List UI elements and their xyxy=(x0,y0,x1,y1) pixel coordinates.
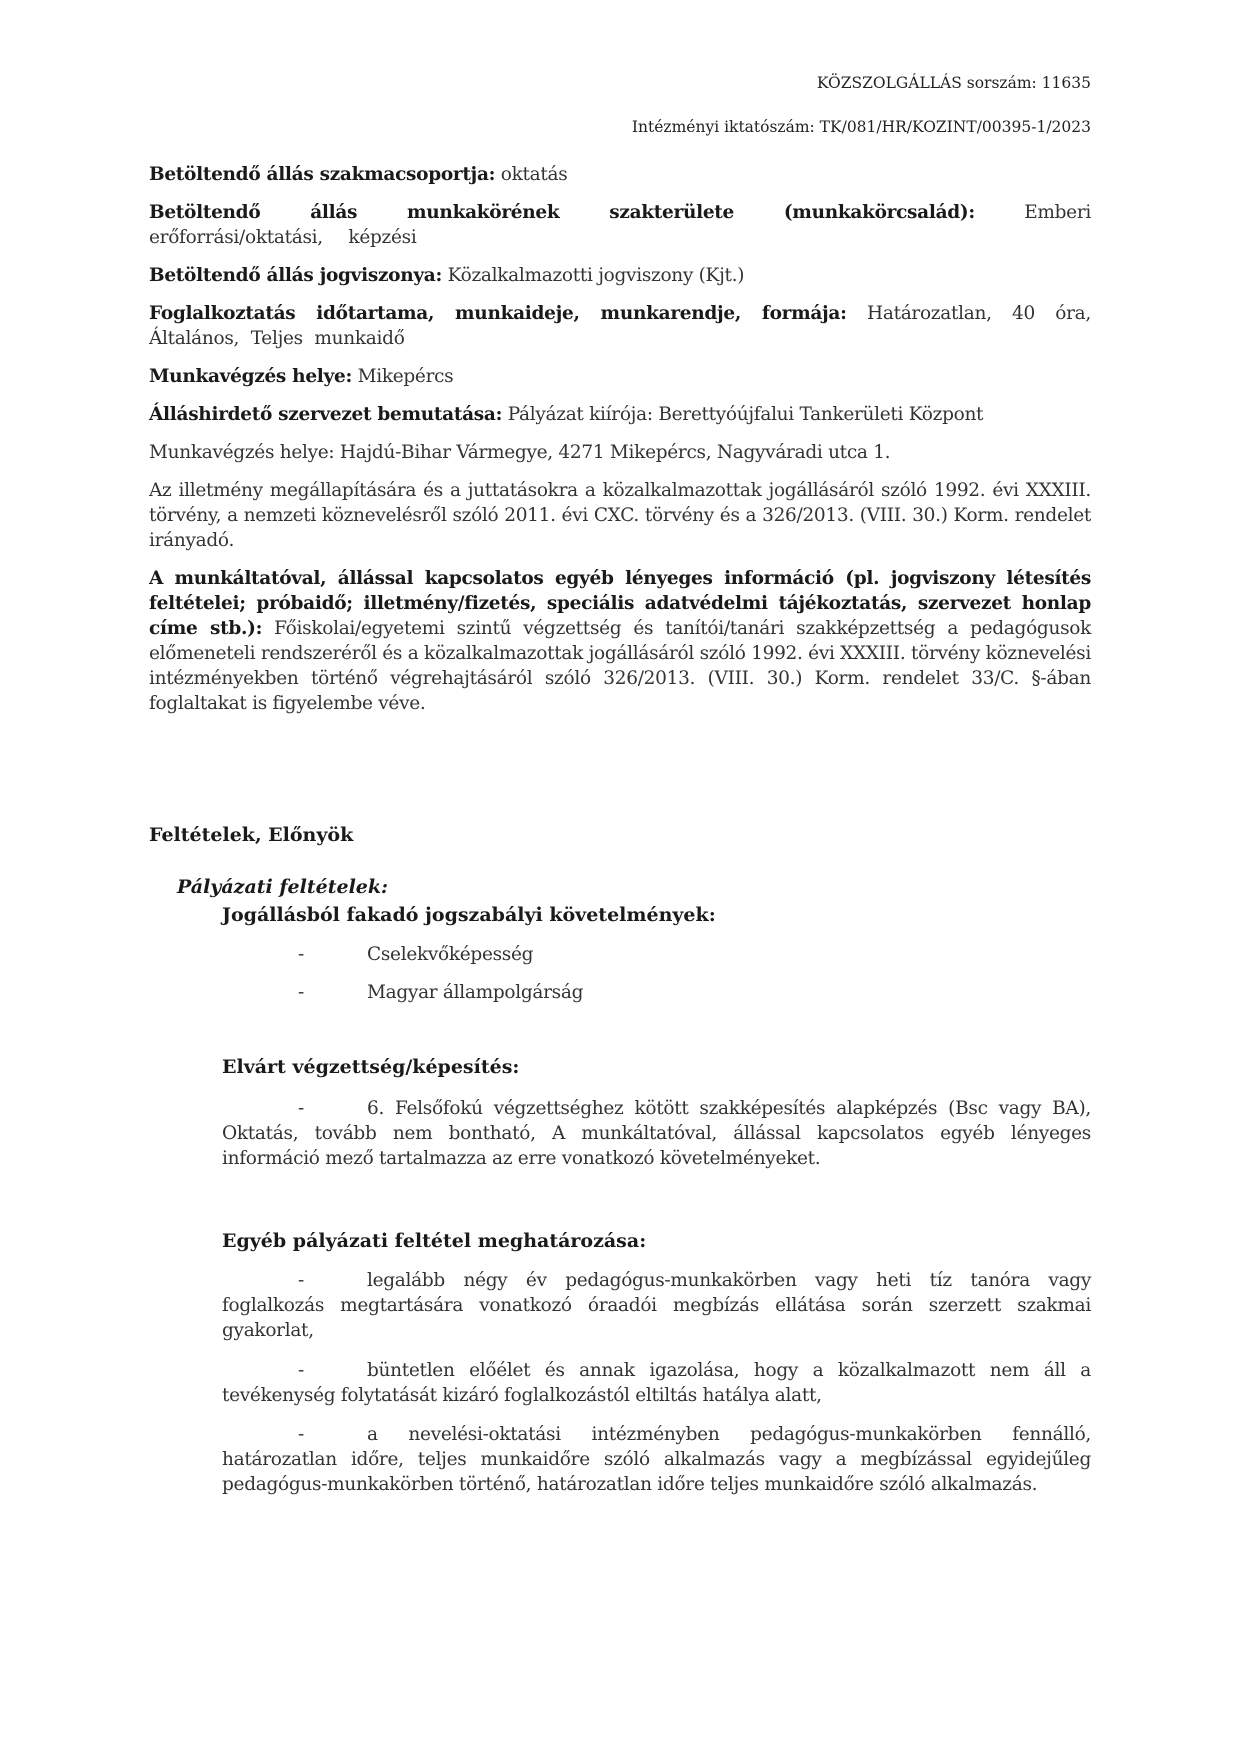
field-legal-relationship xyxy=(149,263,1091,288)
list-item-text: legalább négy év pedagógus-munkakörben vagy heti tíz tanóra vagy foglalkozás megtartására vonatkozó óraadói megbízás ellátása során szerzett szakmai gyakorlat, xyxy=(222,1270,1091,1341)
job-details xyxy=(149,162,1091,729)
other-info xyxy=(149,566,1091,716)
list-item-text: a nevelési-oktatási intézményben pedagógus-munkakörben fennálló, határozatlan időre, teljes munkaidőre szóló alkalmazás vagy a megbízással egyidejűleg pedagógus-munkakörben történő, határozatlan időre teljes munkaidőre szóló alkalmazás. xyxy=(222,1424,1091,1495)
field-value: Határozatlan, 40 óra, Általános, Teljes munkaidő xyxy=(149,303,1091,349)
bullet-dash: - xyxy=(298,1270,304,1291)
field-label: Betöltendő állás munkakörének szakterülete (munkakörcsalád): xyxy=(149,202,975,223)
other-info-value: Főiskolai/egyetemi szintű végzettség és tanítói/tanári szakképzettség a pedagógusok előmeneteli rendszeréről és a közalkalmazottak jogállásáról szóló 1992. évi XXXIII. törvény köznevelési intézményekben történő végrehajtásáról szóló 326/2013. (VIII. 30.) Korm. rendelet 33/C. §-ában foglaltakat is figyelembe véve. xyxy=(149,618,1092,714)
field-organization xyxy=(149,402,1091,427)
list-item-text: Cselekvőképesség xyxy=(367,944,534,965)
field-employment-terms xyxy=(149,301,1091,351)
list-item xyxy=(222,1358,1091,1408)
field-value: oktatás xyxy=(495,164,568,185)
list-item xyxy=(222,942,1091,967)
list-item-text: 6. Felsőfokú végzettséghez kötött szakképesítés alapképzés (Bsc vagy BA), Oktatás, tovább nem bontható, A munkáltatóval, állással kapcsolatos egyéb lényeges információ mező tartalmazza az erre vonatkozó követelményeket. xyxy=(222,1098,1091,1169)
conditions-title: Pályázati feltételek: xyxy=(177,876,389,898)
field-label: Munkavégzés helye: xyxy=(149,366,352,387)
field-value: Közalkalmazotti jogviszony (Kjt.) xyxy=(442,265,745,286)
field-label: Foglalkoztatás időtartama, munkaideje, munkarendje, formája: xyxy=(149,303,847,324)
other-conditions-title: Egyéb pályázati feltétel meghatározása: xyxy=(222,1230,647,1252)
field-value: Pályázat kiírója: Berettyóújfalui Tankerületi Központ xyxy=(502,404,984,425)
workplace-address: Munkavégzés helye: Hajdú-Bihar Vármegye, 4271 Mikepércs, Nagyváradi utca 1. xyxy=(149,442,891,463)
bullet-dash: - xyxy=(298,1424,304,1445)
list-item xyxy=(222,1422,1091,1497)
list-item xyxy=(222,1268,1091,1343)
list-item xyxy=(222,1096,1091,1171)
field-workplace xyxy=(149,364,1091,389)
bullet-dash: - xyxy=(298,1098,304,1119)
section-title: Feltételek, Előnyök xyxy=(149,824,354,846)
education-title: Elvárt végzettség/képesítés: xyxy=(222,1056,520,1078)
header-serial-number: KÖZSZOLGÁLLÁS sorszám: 11635 xyxy=(816,74,1091,92)
field-label: Betöltendő állás jogviszonya: xyxy=(149,265,443,286)
field-label: Betöltendő állás szakmacsoportja: xyxy=(149,164,496,185)
field-value: Mikepércs xyxy=(351,366,454,387)
list-item-text: Magyar állampolgárság xyxy=(367,982,584,1003)
header-registration-number: Intézményi iktatószám: TK/081/HR/KOZINT/00395-1/2023 xyxy=(631,118,1091,136)
list-item-text: büntetlen előélet és annak igazolása, hogy a közalkalmazott nem áll a tevékenység folytatását kizáró foglalkozástól eltiltás hatálya alatt, xyxy=(222,1360,1091,1406)
bullet-dash: - xyxy=(298,1360,304,1381)
other-info-label: A munkáltatóval, állással kapcsolatos egyéb lényeges információ (pl. jogviszony létesítés feltételei; próbaidő; illetmény/fizetés, speciális adatvédelmi tájékoztatás, szervezet honlap címe stb.): xyxy=(149,568,1091,639)
list-item xyxy=(222,980,1091,1005)
field-specialty xyxy=(149,200,1091,250)
bullet-dash: - xyxy=(298,944,304,965)
field-professional-group xyxy=(149,162,1091,187)
legal-requirements-title: Jogállásból fakadó jogszabályi követelmények: xyxy=(222,904,716,926)
salary-note: Az illetmény megállapítására és a juttatásokra a közalkalmazottak jogállásáról szóló 1992. évi XXXIII. törvény, a nemzeti köznevelésről szóló 2011. évi CXC. törvény és a 326/2013. (VIII. 30.) Korm. rendelet irányadó. xyxy=(149,480,1091,551)
field-label: Álláshirdető szervezet bemutatása: xyxy=(149,404,503,425)
field-value: Emberi erőforrási/oktatási, képzési xyxy=(149,202,1091,248)
bullet-dash: - xyxy=(298,982,304,1003)
